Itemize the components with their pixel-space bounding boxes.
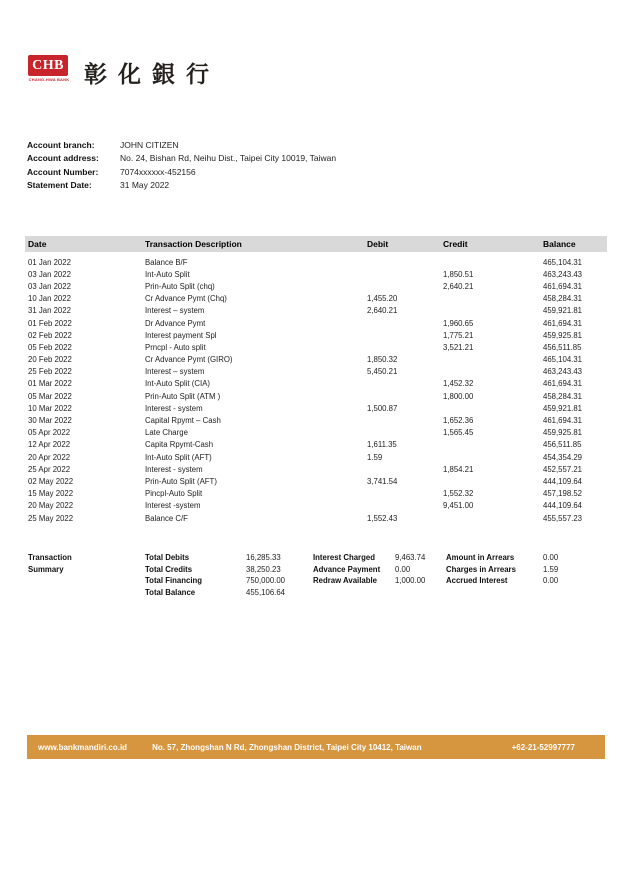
summary-row xyxy=(28,552,607,564)
footer-bar xyxy=(27,735,605,759)
cell-balance: 459,925.81 xyxy=(543,428,583,438)
cell-balance: 459,925.81 xyxy=(543,330,583,340)
table-row xyxy=(25,402,607,414)
cell-desc: Capita Rpymt-Cash xyxy=(145,440,214,450)
cell-balance: 455,557.23 xyxy=(543,513,583,523)
cell-desc: Interest - system xyxy=(145,403,203,413)
cell-desc: Prin-Auto Split (chq) xyxy=(145,281,215,291)
cell-balance: 458,284.31 xyxy=(543,391,583,401)
account-address-row xyxy=(27,152,336,165)
total-financing-value: 750,000.00 xyxy=(246,576,286,586)
cell-date: 10 Mar 2022 xyxy=(28,403,72,413)
cell-date: 01 Feb 2022 xyxy=(28,318,72,328)
cell-date: 20 May 2022 xyxy=(28,501,74,511)
cell-desc: Cr Advance Pymt (GIRO) xyxy=(145,355,233,365)
table-row xyxy=(25,475,607,487)
table-row xyxy=(25,500,607,512)
table-body xyxy=(25,256,607,524)
table-header-row xyxy=(25,236,607,252)
cell-debit: 5,450.21 xyxy=(367,367,398,377)
cell-date: 20 Feb 2022 xyxy=(28,355,72,365)
cell-desc: Prin-Auto Split (AFT) xyxy=(145,476,217,486)
cell-balance: 459,921.81 xyxy=(543,403,583,413)
cell-desc: Interest – system xyxy=(145,367,205,377)
total-financing-label: Total Financing xyxy=(145,576,203,586)
cell-desc: Dr Advance Pymt xyxy=(145,318,206,328)
interest-charged-label: Interest Charged xyxy=(313,553,375,562)
cell-date: 02 Feb 2022 xyxy=(28,330,72,340)
advance-payment-value: 0.00 xyxy=(395,564,411,574)
table-row xyxy=(25,268,607,280)
cell-credit: 1,800.00 xyxy=(443,391,474,401)
cell-date: 30 Mar 2022 xyxy=(28,416,72,426)
cell-desc: Prin-Auto Split (ATM ) xyxy=(145,391,221,401)
cell-balance: 463,243.43 xyxy=(543,269,583,279)
cell-debit: 3,741.54 xyxy=(367,476,398,486)
chb-logo-box xyxy=(28,55,68,76)
cell-desc: Int-Auto Split (AFT) xyxy=(145,452,212,462)
cell-balance: 444,109.64 xyxy=(543,476,583,486)
total-debits-label: Total Debits xyxy=(145,553,190,562)
account-address-value: No. 24, Bishan Rd, Neihu Dist., Taipei City 10019, Taiwan xyxy=(120,153,337,164)
cell-date: 10 Jan 2022 xyxy=(28,294,71,304)
account-address-label: Account address: xyxy=(27,153,99,164)
cell-debit: 1,850.32 xyxy=(367,355,398,365)
cell-desc: Balance B/F xyxy=(145,257,188,267)
cell-date: 05 Feb 2022 xyxy=(28,342,72,352)
cell-balance: 465,104.31 xyxy=(543,257,583,267)
table-row xyxy=(25,451,607,463)
redraw-available-value: 1,000.00 xyxy=(395,576,426,586)
header-description: Transaction Description xyxy=(145,239,242,249)
table-row xyxy=(25,390,607,402)
statement-date-value: 31 May 2022 xyxy=(120,180,170,191)
charges-in-arrears-value: 1.59 xyxy=(543,564,559,574)
header-date: Date xyxy=(28,239,47,249)
cell-desc: Interest - system xyxy=(145,464,203,474)
cell-balance: 452,557.21 xyxy=(543,464,583,474)
account-branch-label: Account branch: xyxy=(27,140,95,150)
amount-in-arrears-label: Amount in Arrears xyxy=(446,553,515,562)
cell-balance: 465,104.31 xyxy=(543,355,583,365)
cell-balance: 456,511.85 xyxy=(543,440,582,450)
cell-desc: Interest – system xyxy=(145,306,205,316)
table-row xyxy=(25,341,607,353)
table-row xyxy=(25,414,607,426)
bank-logo xyxy=(28,55,220,89)
cell-desc: Int-Auto Split xyxy=(145,269,190,279)
chb-logo-block xyxy=(28,55,70,82)
total-balance-value: 455,106.64 xyxy=(246,587,286,597)
statement-date-label: Statement Date: xyxy=(27,180,92,191)
cell-date: 25 Apr 2022 xyxy=(28,464,71,474)
table-row xyxy=(25,317,607,329)
cell-balance: 461,694.31 xyxy=(543,379,583,389)
cell-date: 01 Jan 2022 xyxy=(28,257,71,267)
footer-website: www.bankmandiri.co.id xyxy=(38,742,128,752)
table-row xyxy=(25,305,607,317)
amount-in-arrears-value: 0.00 xyxy=(543,553,559,562)
summary-row xyxy=(28,564,607,576)
cell-date: 12 Apr 2022 xyxy=(28,440,71,450)
cell-date: 03 Jan 2022 xyxy=(28,269,71,279)
total-credits-label: Total Credits xyxy=(145,564,193,574)
cell-credit: 1,854.21 xyxy=(443,464,474,474)
summary-title-line1: Transaction xyxy=(28,553,72,562)
header-debit: Debit xyxy=(367,239,389,249)
account-info-block xyxy=(27,139,336,193)
footer-address: No. 57, Zhongshan N Rd, Zhongshan District, Taipei City 10412, Taiwan xyxy=(152,742,422,752)
cell-credit: 1,850.51 xyxy=(443,269,474,279)
total-balance-label: Total Balance xyxy=(145,587,196,597)
cell-date: 20 Apr 2022 xyxy=(28,452,71,462)
transaction-summary xyxy=(28,552,607,598)
bank-name-cjk: 彰化銀行 xyxy=(84,62,220,88)
cell-desc: Interest payment Spl xyxy=(145,330,217,340)
table-row xyxy=(25,488,607,500)
cell-balance: 454,354.29 xyxy=(543,452,583,462)
cell-credit: 1,565.45 xyxy=(443,428,474,438)
account-number-label: Account Number: xyxy=(27,166,99,177)
redraw-available-label: Redraw Available xyxy=(313,576,377,586)
summary-title-line2: Summary xyxy=(28,564,64,574)
cell-desc: Prncpl - Auto split xyxy=(145,342,206,352)
account-number-row xyxy=(27,166,336,179)
table-row xyxy=(25,366,607,378)
accrued-interest-value: 0.00 xyxy=(543,576,559,586)
cell-date: 15 May 2022 xyxy=(28,489,74,499)
table-row xyxy=(25,463,607,475)
account-number-value: 7074xxxxxx-452156 xyxy=(120,166,196,177)
statement-date-row xyxy=(27,179,336,192)
footer-phone: +62-21-52997777 xyxy=(511,742,575,752)
cell-desc: Balance C/F xyxy=(145,513,188,523)
cell-date: 25 Feb 2022 xyxy=(28,367,72,377)
cell-balance: 456,511.85 xyxy=(543,342,582,352)
table-row xyxy=(25,293,607,305)
table-row xyxy=(25,256,607,268)
cell-desc: Pincpl-Auto Split xyxy=(145,489,203,499)
chb-logo-subtext: CHANG-HWA BANK xyxy=(28,77,70,82)
cell-balance: 457,198.52 xyxy=(543,489,583,499)
cell-credit: 9,451.00 xyxy=(443,501,474,511)
chb-logo-text: CHB xyxy=(32,57,64,73)
cell-debit: 1,552.43 xyxy=(367,513,398,523)
cell-credit: 1,775.21 xyxy=(443,330,474,340)
cell-debit: 2,640.21 xyxy=(367,306,398,316)
cell-balance: 461,694.31 xyxy=(543,416,583,426)
cell-credit: 1,652.36 xyxy=(443,416,474,426)
cell-debit: 1,500.87 xyxy=(367,403,398,413)
cell-credit: 2,640.21 xyxy=(443,281,474,291)
cell-credit: 3,521.21 xyxy=(443,342,474,352)
cell-date: 03 Jan 2022 xyxy=(28,281,71,291)
accrued-interest-label: Accrued Interest xyxy=(446,576,508,586)
cell-date: 25 May 2022 xyxy=(28,513,74,523)
cell-balance: 459,921.81 xyxy=(543,306,583,316)
cell-balance: 463,243.43 xyxy=(543,367,583,377)
cell-balance: 461,694.31 xyxy=(543,281,583,291)
table-row xyxy=(25,512,607,524)
advance-payment-label: Advance Payment xyxy=(313,564,381,574)
header-balance: Balance xyxy=(543,239,576,249)
cell-desc: Late Charge xyxy=(145,428,188,438)
cell-desc: Int-Auto Split (CIA) xyxy=(145,379,210,389)
cell-date: 05 Mar 2022 xyxy=(28,391,72,401)
cell-date: 31 Jan 2022 xyxy=(28,306,71,316)
cell-balance: 458,284.31 xyxy=(543,294,583,304)
interest-charged-value: 9,463.74 xyxy=(395,553,426,562)
charges-in-arrears-label: Charges in Arrears xyxy=(446,564,516,574)
table-row xyxy=(25,280,607,292)
cell-debit: 1,455.20 xyxy=(367,294,398,304)
total-credits-value: 38,250.23 xyxy=(246,564,281,574)
account-branch-row xyxy=(27,139,336,152)
table-row xyxy=(25,427,607,439)
cell-desc: Capital Rpymt – Cash xyxy=(145,416,221,426)
summary-row xyxy=(28,587,607,599)
cell-date: 01 Mar 2022 xyxy=(28,379,72,389)
cell-credit: 1,452.32 xyxy=(443,379,474,389)
summary-row xyxy=(28,575,607,587)
cell-desc: Interest -system xyxy=(145,501,201,511)
total-debits-value: 16,285.33 xyxy=(246,553,281,562)
cell-debit: 1,611.35 xyxy=(367,440,397,450)
cell-balance: 444,109.64 xyxy=(543,501,583,511)
table-row xyxy=(25,329,607,341)
account-branch-value: JOHN CITIZEN xyxy=(120,140,179,150)
header-credit: Credit xyxy=(443,239,468,249)
cell-debit: 1.59 xyxy=(367,452,383,462)
table-row xyxy=(25,354,607,366)
cell-balance: 461,694.31 xyxy=(543,318,583,328)
cell-desc: Cr Advance Pymt (Chq) xyxy=(145,294,227,304)
cell-credit: 1,960.65 xyxy=(443,318,474,328)
cell-credit: 1,552.32 xyxy=(443,489,474,499)
table-row xyxy=(25,439,607,451)
table-row xyxy=(25,378,607,390)
cell-date: 05 Apr 2022 xyxy=(28,428,71,438)
cell-date: 02 May 2022 xyxy=(28,476,74,486)
transaction-table xyxy=(25,236,607,524)
